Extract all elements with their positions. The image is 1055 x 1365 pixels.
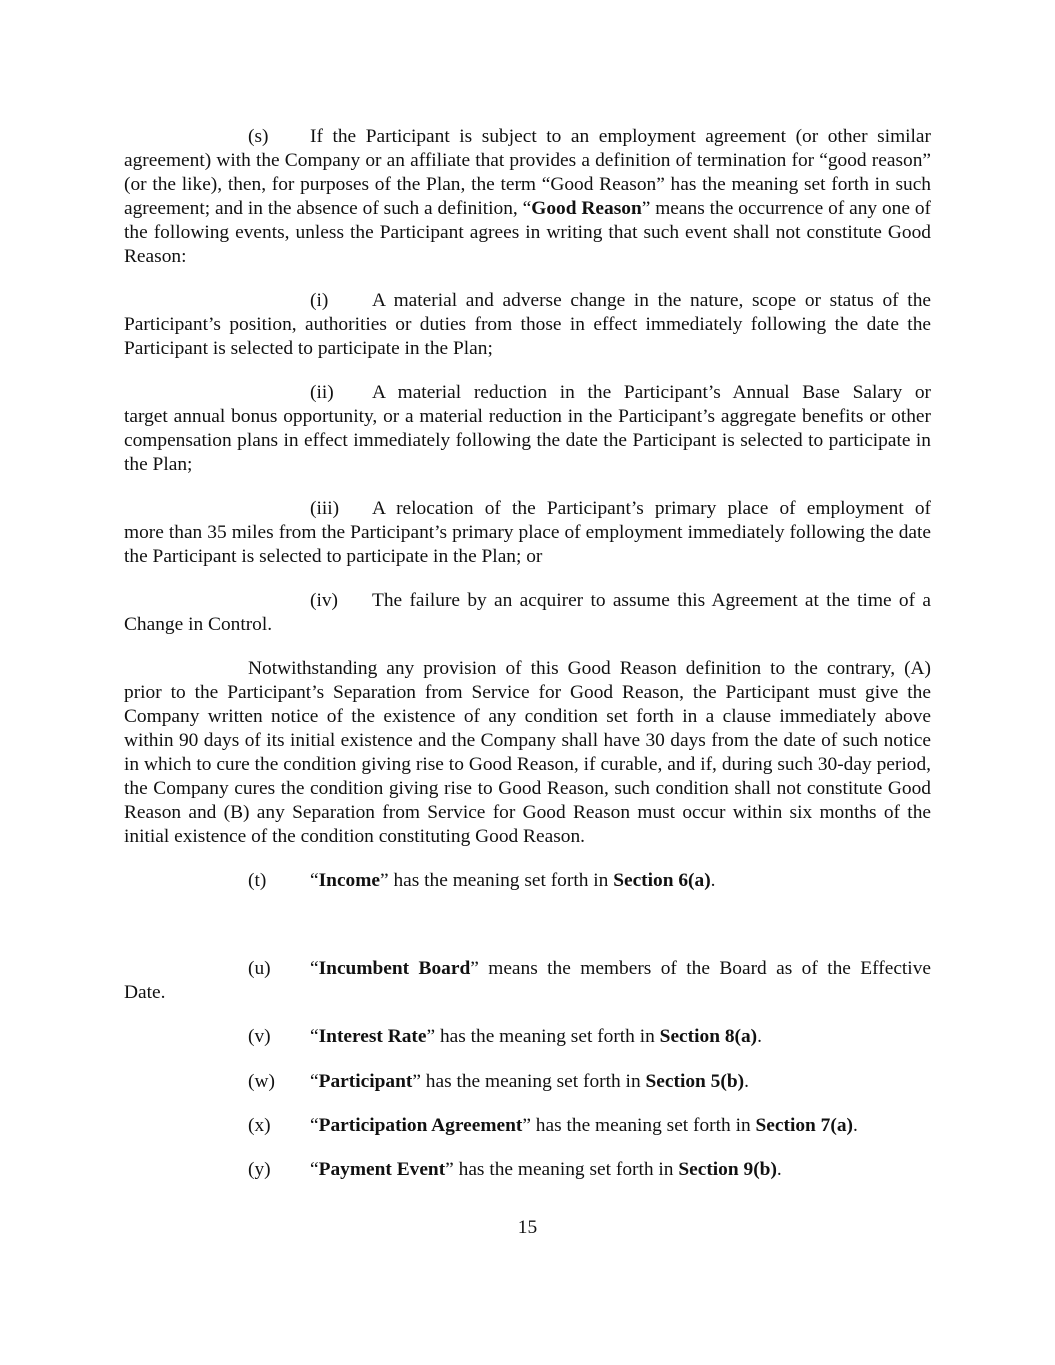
open-quote: “	[310, 1071, 319, 1092]
definition-w-term: Participant	[318, 1071, 413, 1092]
definition-v-mid: ” has the meaning set forth in	[426, 1026, 660, 1047]
definition-w-end: .	[744, 1071, 749, 1092]
definition-w-ref: Section 5(b)	[645, 1071, 745, 1092]
definition-x-end: .	[853, 1115, 858, 1136]
definition-v-end: .	[757, 1026, 762, 1047]
item-i-first-line	[124, 289, 931, 313]
page-number: 15	[517, 1217, 538, 1238]
open-quote: “	[310, 958, 319, 979]
definition-x-mid: ” has the meaning set forth in	[522, 1115, 756, 1136]
item-iv-first-line	[124, 589, 931, 613]
definition-y-end: .	[776, 1159, 782, 1180]
definition-u-first-line	[124, 957, 931, 981]
open-quote: “	[310, 1115, 319, 1136]
definition-x-label: (x)	[248, 1115, 271, 1136]
definition-w-mid: ” has the meaning set forth in	[412, 1071, 646, 1092]
item-iii-first-line	[124, 497, 931, 521]
definition-w-text	[310, 1070, 749, 1094]
item-i-body: Participant’s position, authorities or duties from those in effect immediately following the date the Participant is selected to participate in the Plan;	[124, 314, 931, 359]
item-iii-paragraph	[124, 497, 931, 569]
definition-y-mid: ” has the meaning set forth in	[445, 1159, 679, 1180]
good-reason-term: Good Reason	[531, 198, 642, 219]
definition-v-label: (v)	[248, 1026, 271, 1047]
item-iv-label: (iv)	[310, 590, 338, 611]
notwithstanding-body: prior to the Participant’s Separation from Service for Good Reason, the Participant must give the Company written notice of the existence of any condition set forth in a clause immediately above within 90 days of its initial existence and the Company shall have 30 days from the date of such notice in which to cure the condition giving rise to Good Reason, if curable, and if, during such 30-day period, the Company cures the condition giving rise to Good Reason, such condition shall not constitute Good Reason and (B) any Separation from Service for Good Reason must occur within six months of the initial existence of the condition constituting Good Reason.	[124, 682, 931, 847]
item-iv-line1: The failure by an acquirer to assume this Agreement at the time of a	[372, 590, 931, 611]
definition-v-text	[310, 1025, 762, 1049]
definition-u-mid: ” means the members of the Board as of the Effective	[470, 958, 931, 979]
item-i-paragraph	[124, 289, 931, 361]
definition-y-term: Payment Event	[318, 1159, 446, 1180]
definition-u-term: Incumbent Board	[318, 958, 471, 979]
item-iii-body: more than 35 miles from the Participant’s primary place of employment immediately following the date the Participant is selected to participate in the Plan; or	[124, 522, 931, 567]
definition-u-label: (u)	[248, 958, 271, 979]
definition-t-ref: Section 6(a)	[613, 870, 711, 891]
definition-u-continuation: Date.	[124, 982, 166, 1003]
section-s-paragraph	[124, 125, 931, 269]
section-s-first-line	[124, 125, 931, 149]
definition-x-term: Participation Agreement	[318, 1115, 523, 1136]
item-ii-label: (ii)	[310, 382, 334, 403]
section-s-label: (s)	[248, 126, 269, 147]
section-s-body-text: agreement) with the Company or an affiliate that provides a definition of termination for “good reason” (or the like), then, for purposes of the Plan, the term “Good Reason” has the meaning set forth in such agreement; and in the absence of such a definition, “	[124, 150, 931, 219]
section-s-body	[124, 149, 931, 269]
item-ii-first-line	[124, 381, 931, 405]
definition-w-label: (w)	[248, 1071, 275, 1092]
definition-t-text	[310, 869, 716, 893]
definition-u-paragraph	[124, 957, 931, 1005]
item-ii-body: target annual bonus opportunity, or a material reduction in the Participant’s aggregate benefits or other compensation plans in effect immediately following the date the Participant is selected to participate in the Plan;	[124, 406, 931, 475]
open-quote: “	[310, 1026, 319, 1047]
section-s-line1: If the Participant is subject to an employment agreement (or other similar	[310, 126, 931, 147]
notwithstanding-line1: Notwithstanding any provision of this Good Reason definition to the contrary, (A)	[248, 658, 931, 679]
open-quote: “	[310, 1159, 319, 1180]
definition-v-ref: Section 8(a)	[659, 1026, 758, 1047]
definition-x-text	[310, 1114, 858, 1138]
item-iv-paragraph	[124, 589, 931, 637]
notwithstanding-paragraph	[124, 657, 931, 849]
item-ii-line1: A material reduction in the Participant’s Annual Base Salary or	[372, 382, 931, 403]
definition-v-term: Interest Rate	[318, 1026, 427, 1047]
definition-t-label: (t)	[248, 870, 267, 891]
definition-y-label: (y)	[248, 1159, 271, 1180]
open-quote: “	[310, 870, 319, 891]
item-i-line1: A material and adverse change in the nature, scope or status of the	[372, 290, 931, 311]
item-i-label: (i)	[310, 290, 329, 311]
item-ii-paragraph	[124, 381, 931, 477]
item-iii-line1: A relocation of the Participant’s primary place of employment of	[372, 498, 931, 519]
section-s-body-text-2: ” means the occurrence of any one of the following events, unless the Participant agrees in writing that such event shall not constitute Good Reason:	[124, 198, 932, 267]
definition-t-mid: ” has the meaning set forth in	[380, 870, 614, 891]
definition-y-ref: Section 9(b)	[678, 1159, 777, 1180]
definition-t-term: Income	[318, 870, 381, 891]
item-iii-label: (iii)	[310, 498, 340, 519]
definition-x-ref: Section 7(a)	[755, 1115, 853, 1136]
definition-t-end: .	[710, 870, 716, 891]
definition-y-text	[310, 1158, 782, 1182]
item-iv-body: Change in Control.	[124, 614, 273, 635]
